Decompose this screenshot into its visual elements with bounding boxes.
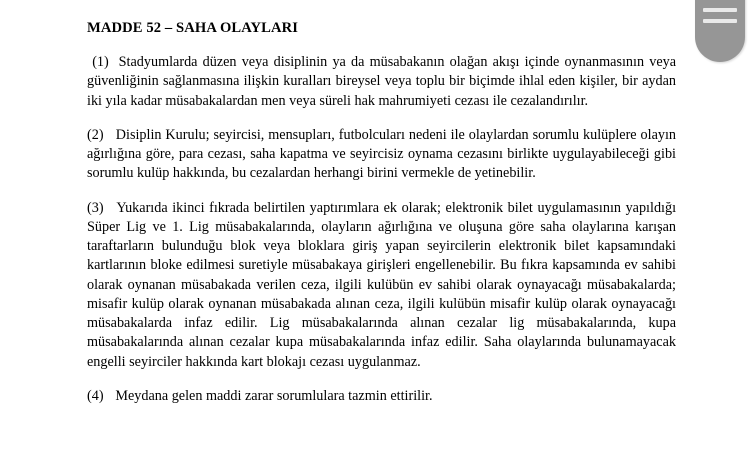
side-menu-handle[interactable] [695, 0, 745, 62]
paragraph-3: (3) Yukarıda ikinci fıkrada belirtilen yaptırımlara ek olarak; elektronik bilet uygulamasının yapıldığı Süper Lig ve 1. Lig müsabakalarında, olayların ağırlığına ve oluşuna göre saha olaylarına karışan taraftarların bulunduğu blok veya bloklara giriş yapan seyircilerin elektronik bilet kapsamındaki kartlarının bloke edilmesi suretiyle müsabakaya girişleri engellenebilir. Bu fıkra kapsamında ev sahibi olarak oynanan müsabakada verilen ceza, ilgili kulübün ev sahibi olarak oynayacağı müsabakalarda; misafir kulüp olarak oynanan müsabakada alınan ceza, ilgili kulübün misafir kulüp olarak oynayacağı müsabakalarda infaz edilir. Lig müsabakalarında alınan cezalar lig müsabakalarında, kupa müsabakalarında alınan cezalar kupa müsabakalarında infaz edilir. Saha olaylarında bulunamayacak engelli seyirciler hakkında kart blokajı cezası uygulanmaz. [87, 199, 680, 370]
hamburger-menu-icon-bar-2 [703, 19, 737, 23]
document-text-column [87, 0, 680, 406]
paragraph-1: (1) Stadyumlarda düzen veya disiplinin ya da müsabakanın olağan akışı içinde oynanmasının veya güvenliğinin sağlanmasına ilişkin kuralları bireysel veya toplu bir biçimde ihlal eden kişiler, bir aydan iki yıla kadar müsabakalardan men veya süreli hak mahrumiyeti cezası ile cezalandırılır. [87, 54, 680, 109]
paragraph-4: (4) Meydana gelen maddi zarar sorumlulara tazmin ettirilir. [87, 387, 433, 404]
paragraph-2: (2) Disiplin Kurulu; seyircisi, mensupları, futbolcuları nedeni ile olaylardan sorumlu kulüplere olayın ağırlığına göre, para cezası, saha kapatma ve seyircisiz oynama cezasını birlikte uygulayabileceği gibi sorumlu kulüp hakkında, bu cezalardan herhangi birini vermekle de yetinebilir. [87, 126, 680, 182]
page-title: MADDE 52 – SAHA OLAYLARI [87, 20, 299, 36]
hamburger-menu-icon-bar-1 [703, 8, 737, 12]
